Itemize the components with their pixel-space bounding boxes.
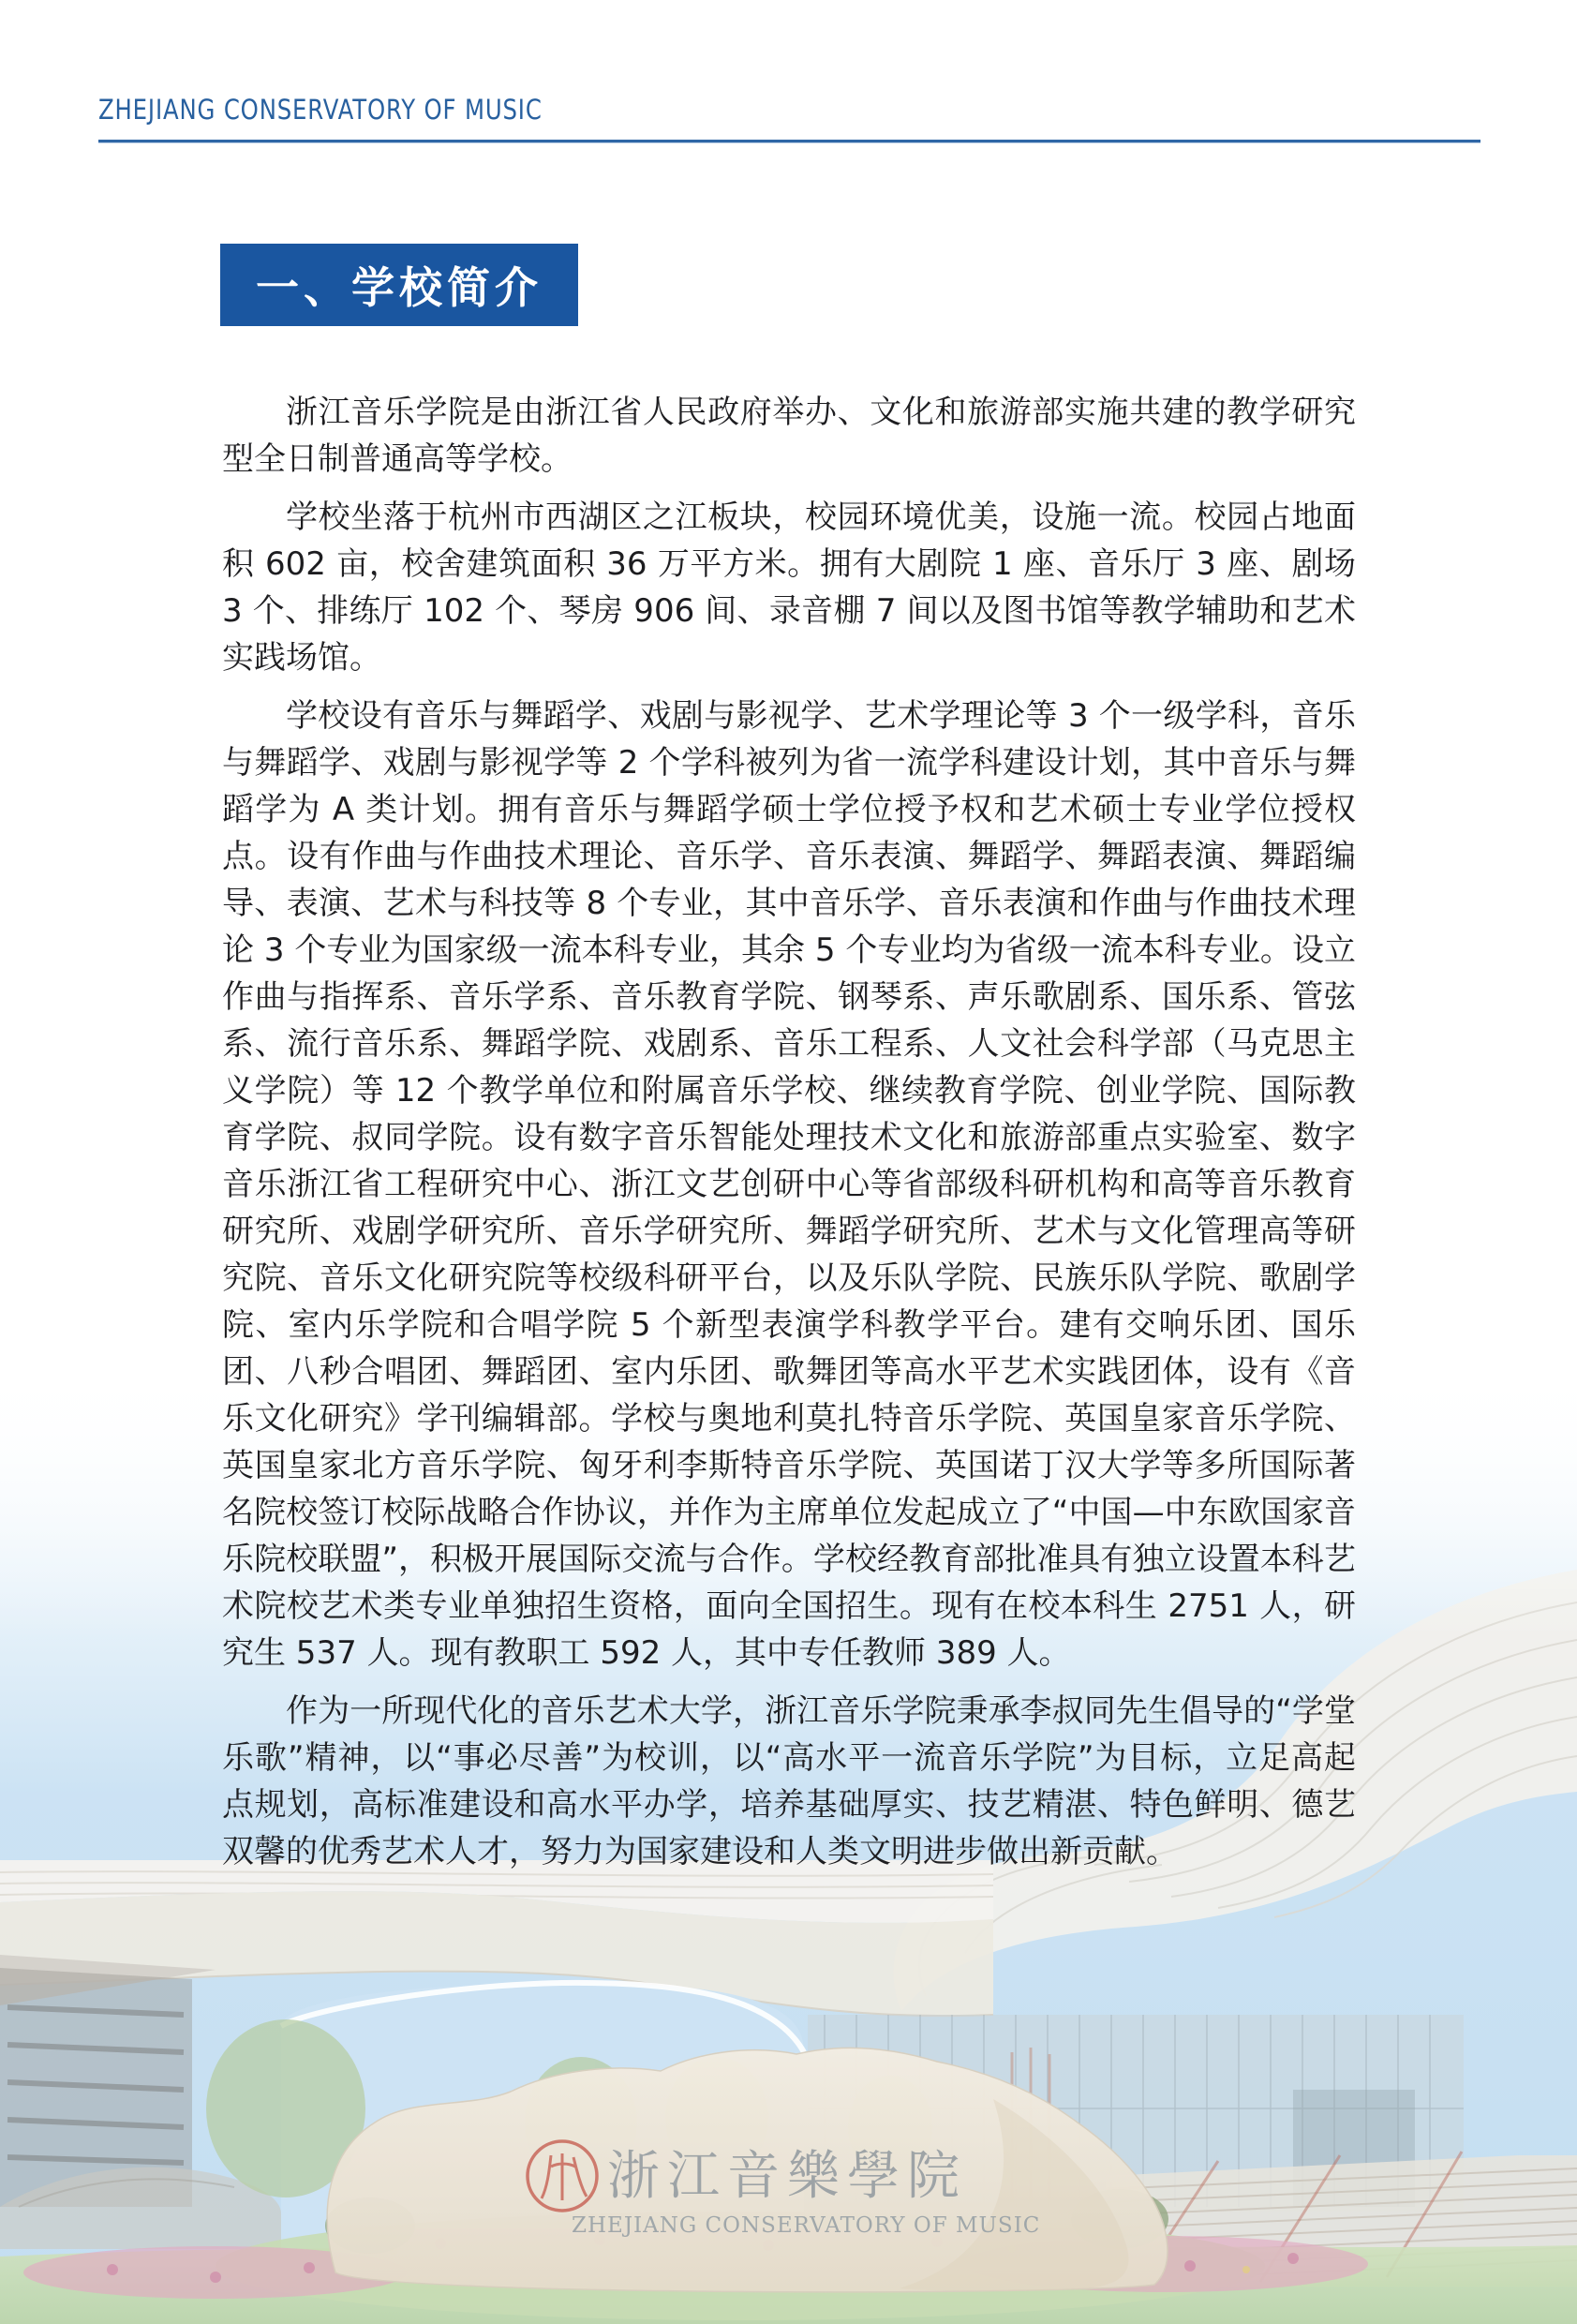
header-divider-line — [98, 140, 1480, 143]
header-brand-text: ZHEJIANG CONSERVATORY OF MUSIC — [98, 94, 543, 126]
section-title-banner — [220, 244, 578, 326]
article-body — [222, 389, 1356, 1886]
stone-calligraphy-title: 浙江音樂學院 — [607, 2146, 967, 2207]
section-title: 一、学校简介 — [256, 262, 543, 313]
stone-english-title: ZHEJIANG CONSERVATORY OF MUSIC — [572, 2213, 1041, 2238]
paragraph-disciplines: 学校设有音乐与舞蹈学、戏剧与影视学、艺术学理论等 3 个一级学科，音乐与舞蹈学、戏剧与影视学等 2 个学科被列为省一流学科建设计划，其中音乐与舞蹈学为 A 类计划。拥有音乐与舞蹈学硕士学位授予权和艺术硕士专业学位授权点。设有作曲与作曲技术理论、音乐学、音乐表演、舞蹈学、舞蹈表演、舞蹈编导、表演、艺术与科技等 8 个专业，其中音乐学、音乐表演和作曲与作曲技术理论 3 个专业为国家级一流本科专业，其余 5 个专业均为省级一流本科专业。设立作曲与指挥系、音乐学系、音乐教育学院、钢琴系、声乐歌剧系、国乐系、管弦系、流行音乐系、舞蹈学院、戏剧系、音乐工程系、人文社会科学部（马克思主义学院）等 12 个教学单位和附属音乐学校、继续教育学院、创业学院、国际教育学院、叔同学院。设有数字音乐智能处理技术文化和旅游部重点实验室、数字音乐浙江省工程研究中心、浙江文艺创研中心等省部级科研机构和高等音乐教育研究所、戏剧学研究所、音乐学研究所、舞蹈学研究所、艺术与文化管理高等研究院、音乐文化研究院等校级科研平台，以及乐队学院、民族乐队学院、歌剧学院、室内乐学院和合唱学院 5 个新型表演学科教学平台。建有交响乐团、国乐团、八秒合唱团、舞蹈团、室内乐团、歌舞团等高水平艺术实践团体，设有《音乐文化研究》学刊编辑部。学校与奥地利莫扎特音乐学院、英国皇家音乐学院、英国皇家北方音乐学院、匈牙利李斯特音乐学院、英国诺丁汉大学等多所国际著名院校签订校际战略合作协议，并作为主席单位发起成立了“中国—中东欧国家音乐院校联盟”，积极开展国际交流与合作。学校经教育部批准具有独立设置本科艺术院校艺术类专业单独招生资格，面向全国招生。现有在校本科生 2751 人，研究生 537 人。现有教职工 592 人，其中专任教师 389 人。 — [222, 697, 1356, 1672]
paragraph-campus: 学校坐落于杭州市西湖区之江板块，校园环境优美，设施一流。校园占地面积 602 亩，校舍建筑面积 36 万平方米。拥有大剧院 1 座、音乐厅 3 座、剧场 3 个、排练厅 102 个、琴房 906 间、录音棚 7 间以及图书馆等教学辅助和艺术实践场馆。 — [222, 499, 1356, 677]
paragraph-mission: 作为一所现代化的音乐艺术大学，浙江音乐学院秉承李叔同先生倡导的“学堂乐歌”精神，以“事必尽善”为校训，以“高水平一流音乐学院”为目标，立足高起点规划，高标准建设和高水平办学，培养基础厚实、技艺精湛、特色鲜明、德艺双馨的优秀艺术人才，努力为国家建设和人类文明进步做出新贡献。 — [222, 1692, 1356, 1870]
paragraph-intro: 浙江音乐学院是由浙江省人民政府举办、文化和旅游部实施共建的教学研究型全日制普通高等学校。 — [222, 394, 1356, 478]
